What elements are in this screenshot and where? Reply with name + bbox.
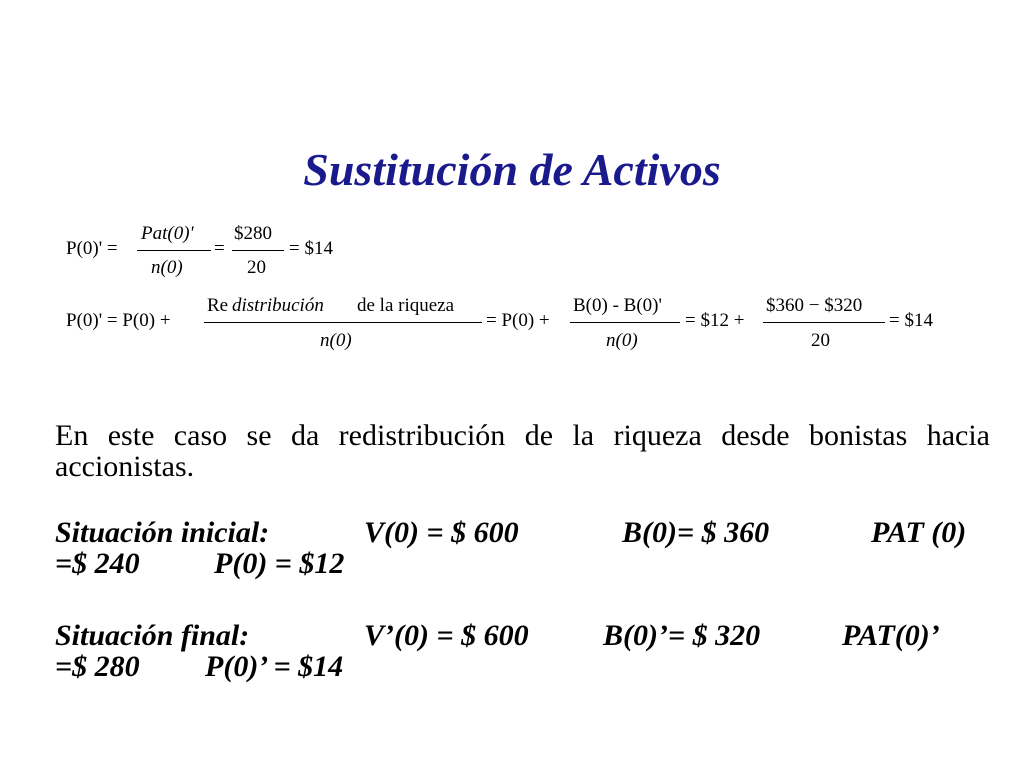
eq2-num1-c: de la riqueza xyxy=(357,295,455,316)
eq2-fraction-bar-1 xyxy=(204,322,482,323)
initial-p: P(0) = $12 xyxy=(214,547,345,580)
eq1-lhs: P(0)' = xyxy=(66,238,118,259)
eq2-lhs: P(0)' = P(0) + xyxy=(66,310,171,331)
initial-label: Situación inicial: xyxy=(55,516,270,549)
final-situation xyxy=(55,620,990,690)
eq2-fraction-bar-3 xyxy=(763,322,885,323)
explanation-paragraph: En este caso se da redistribución de la riqueza desde bonistas hacia accionistas. xyxy=(55,419,990,483)
eq2-num3: $360 − $320 xyxy=(766,295,863,316)
final-pat-a: PAT(0)’ xyxy=(842,619,940,652)
eq2-fraction-bar-2 xyxy=(570,322,680,323)
eq2-den3: 20 xyxy=(811,330,830,351)
eq2-den2: n(0) xyxy=(606,330,638,351)
initial-pat-a: PAT (0) xyxy=(871,516,967,549)
eq1-denominator-value: 20 xyxy=(247,257,266,278)
eq2-den1: n(0) xyxy=(320,330,352,351)
final-v: V’(0) = $ 600 xyxy=(364,619,529,652)
eq2-result: = $14 xyxy=(889,310,933,331)
final-label: Situación final: xyxy=(55,619,250,652)
eq2-num1-b: distribución xyxy=(232,295,324,316)
eq2-num2: B(0) - B(0)' xyxy=(573,295,662,316)
initial-situation xyxy=(55,517,990,587)
initial-pat-b: =$ 240 xyxy=(55,547,140,580)
final-p: P(0)’ = $14 xyxy=(205,650,344,683)
final-pat-b: =$ 280 xyxy=(55,650,140,683)
eq1-numerator: Pat(0)' xyxy=(141,223,194,244)
initial-v: V(0) = $ 600 xyxy=(364,516,519,549)
final-b: B(0)’= $ 320 xyxy=(603,619,761,652)
slide-title: Sustitución de Activos xyxy=(303,144,721,195)
initial-b: B(0)= $ 360 xyxy=(622,516,770,549)
eq2-mid2: = $12 + xyxy=(685,310,745,331)
eq1-denominator: n(0) xyxy=(151,257,183,278)
eq1-result: = $14 xyxy=(289,238,333,259)
eq2-num1-a: Re xyxy=(207,295,229,316)
eq2-mid: = P(0) + xyxy=(486,310,550,331)
eq1-numerator-value: $280 xyxy=(234,223,272,244)
eq1-equals: = xyxy=(214,238,225,259)
